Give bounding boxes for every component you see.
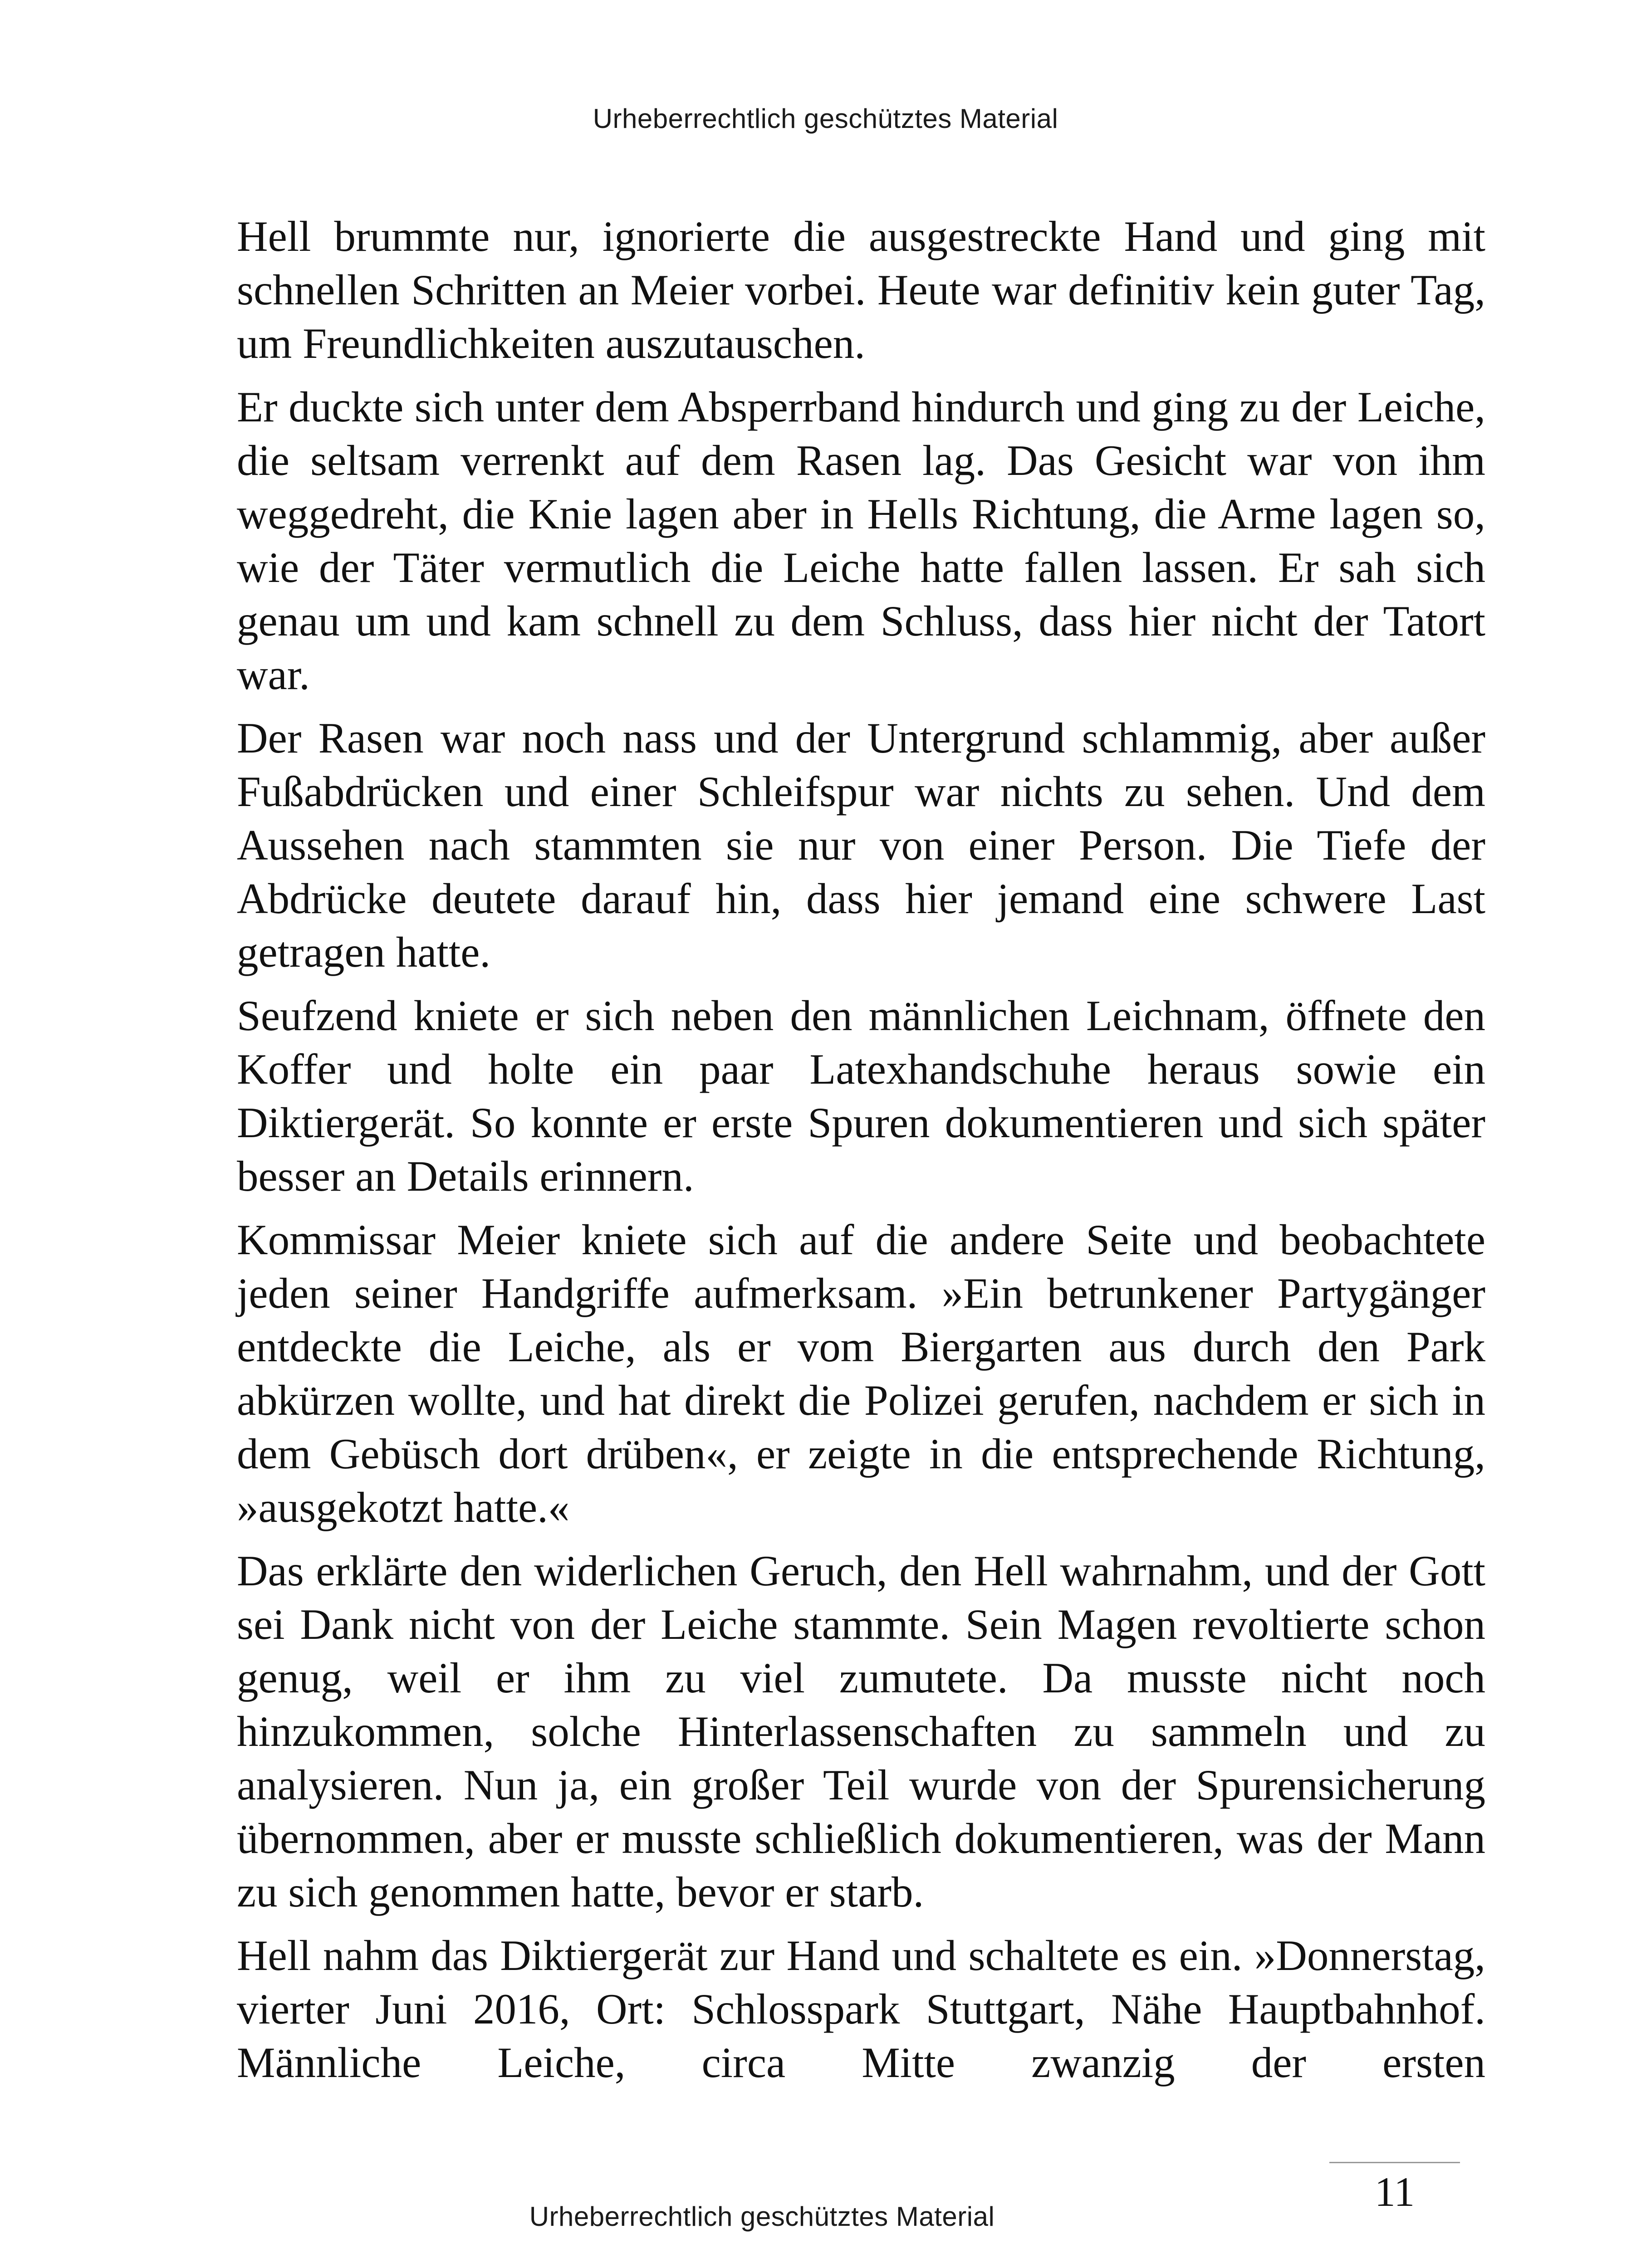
paragraph: Er duckte sich unter dem Absperrband hindurch und ging zu der Leiche, die seltsam verrenkt auf dem Rasen lag. Das Gesicht war von ihm weggedreht, die Knie lagen aber in Hells Richtung, die Arme lagen so, wie der Täter vermutlich die Leiche hatte fallen lassen. Er sah sich genau um und kam schnell zu dem Schluss, dass hier nicht der Tatort war. (237, 383, 1485, 699)
copyright-watermark-bottom: Urheberrechtlich geschütztes Material (529, 2201, 995, 2232)
paragraph: Seufzend kniete er sich neben den männlichen Leichnam, öffnete den Koffer und holte ein paar Latexhandschuhe heraus sowie ein Diktiergerät. So konnte er erste Spuren dokumentieren und sich später besser an Details erinnern. (237, 992, 1485, 1200)
page-number: 11 (1374, 2169, 1415, 2215)
paragraph: Der Rasen war noch nass und der Untergrund schlammig, aber außer Fußabdrücken und einer Schleifspur war nichts zu sehen. Und dem Aussehen nach stammten sie nur von einer Person. Die Tiefe der Abdrücke deutete darauf hin, dass hier jemand eine schwere Last getragen hatte. (237, 714, 1485, 976)
paragraph: Hell brummte nur, ignorierte die ausgestreckte Hand und ging mit schnellen Schritten an Meier vorbei. Heute war definitiv kein guter Tag, um Freundlichkeiten auszutauschen. (237, 212, 1485, 367)
book-text-body (237, 210, 1485, 2099)
paragraph: Das erklärte den widerlichen Geruch, den Hell wahrnahm, und der Gott sei Dank nicht von der Leiche stammte. Sein Magen revoltierte schon genug, weil er ihm zu viel zumutete. Da musste nicht noch hinzukommen, solche Hinterlassenschaften zu sammeln und zu analysieren. Nun ja, ein großer Teil wurde von der Spurensicherung übernommen, aber er musste schließlich dokumentieren, was der Mann zu sich genommen hatte, bevor er starb. (237, 1547, 1485, 1916)
page-number-rule (1329, 2162, 1460, 2163)
paragraph: Hell nahm das Diktiergerät zur Hand und schaltete es ein. »Donnerstag, vierter Juni 2016, Ort: Schlosspark Stuttgart, Nähe Hauptbahnhof. Männliche Leiche, circa Mitte zwanzig der ersten (237, 1931, 1485, 2087)
paragraph: Kommissar Meier kniete sich auf die andere Seite und beobachtete jeden seiner Handgriffe aufmerksam. »Ein betrunkener Partygänger entdeckte die Leiche, als er vom Biergarten aus durch den Park abkürzen wollte, und hat direkt die Polizei gerufen, nachdem er sich in dem Gebüsch dort drüben«, er zeigte in die entsprechende Richtung, »ausgekotzt hatte.« (237, 1216, 1485, 1531)
copyright-watermark-top: Urheberrechtlich geschütztes Material (593, 103, 1058, 134)
